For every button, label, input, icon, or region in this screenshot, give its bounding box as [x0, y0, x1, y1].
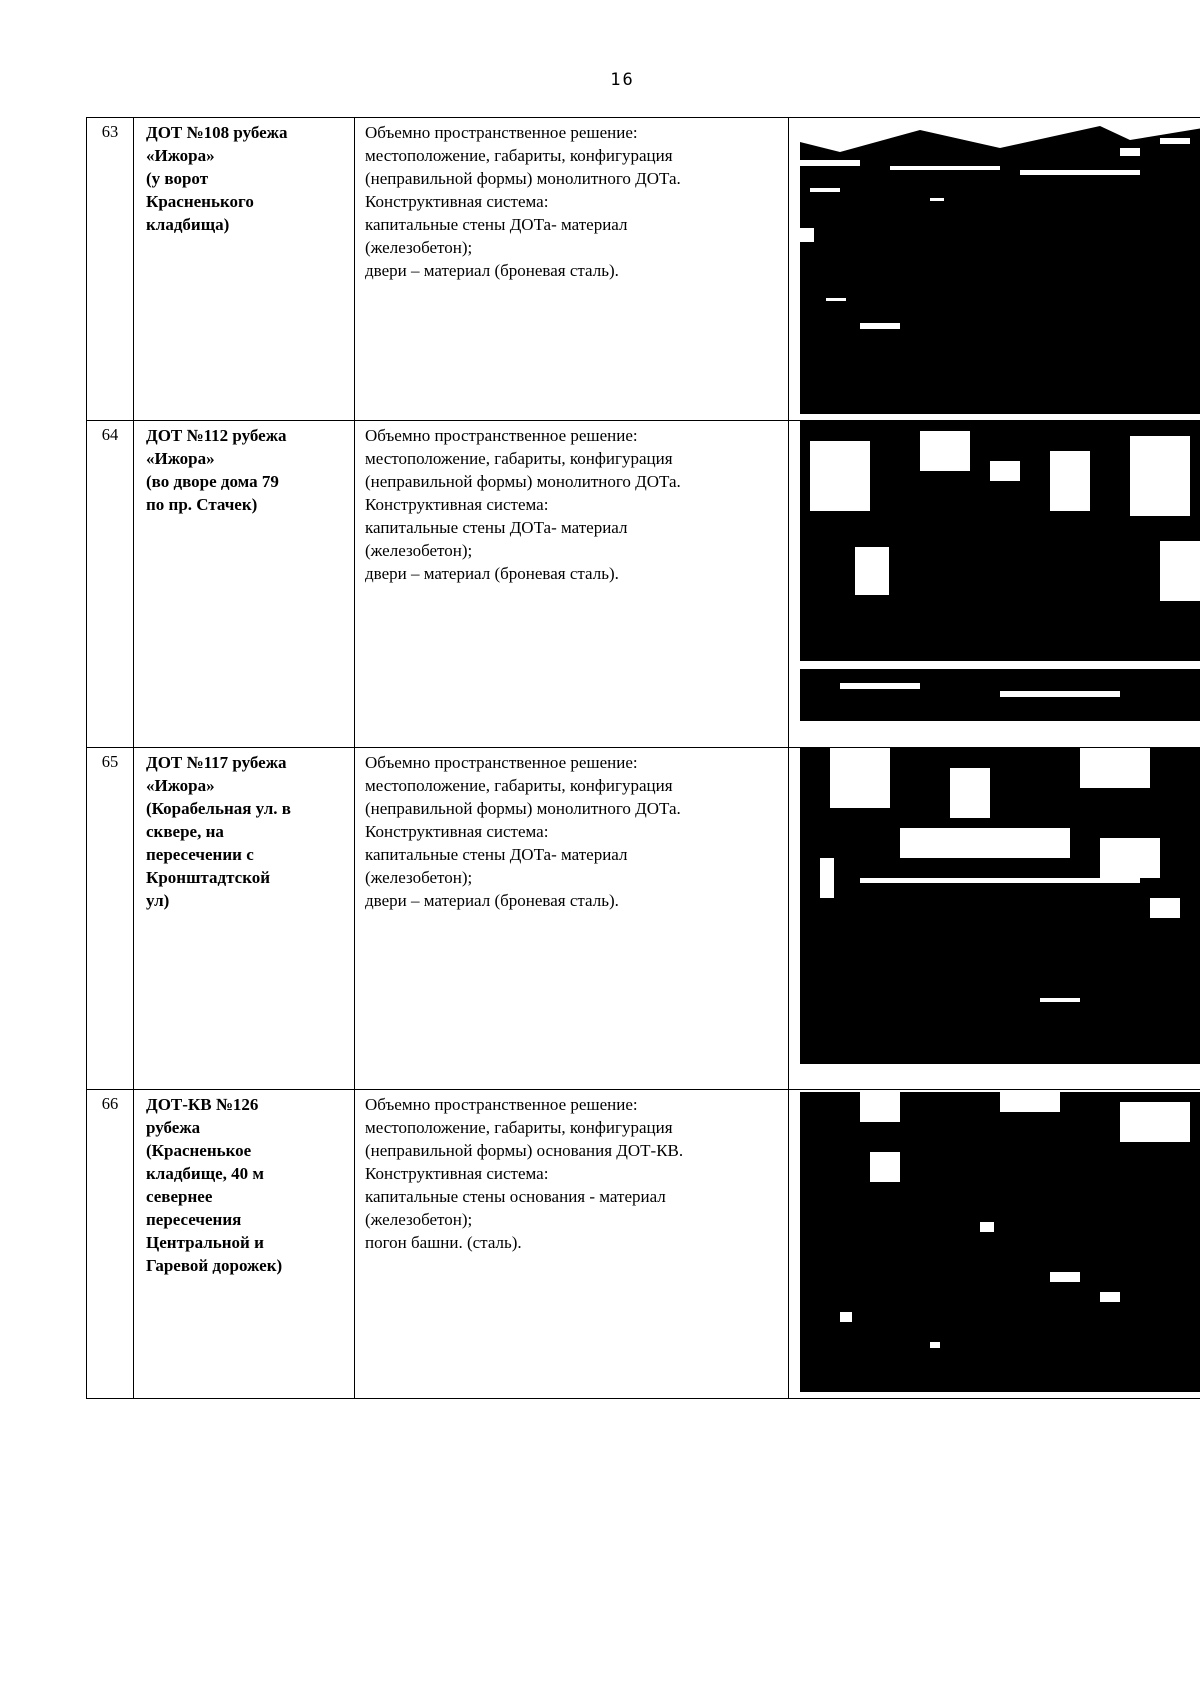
description-line: капитальные стены ДОТа- материал	[365, 215, 628, 234]
description-line: Объемно пространственное решение:	[365, 753, 638, 772]
object-description	[355, 748, 789, 1090]
object-name-line: Кронштадтской	[146, 868, 271, 887]
description-line: Объемно пространственное решение:	[365, 1095, 638, 1114]
description-line: (железобетон);	[365, 238, 473, 257]
object-name-line: севернее	[146, 1187, 213, 1206]
object-name	[134, 421, 355, 748]
description-line: местоположение, габариты, конфигурация	[365, 776, 673, 795]
object-name-line: ДОТ №112 рубежа	[146, 426, 287, 445]
object-name-line: ДОТ №108 рубежа	[146, 123, 288, 142]
description-line: Конструктивная система:	[365, 1164, 549, 1183]
object-name	[134, 118, 355, 421]
description-line: Конструктивная система:	[365, 192, 549, 211]
description-line: местоположение, габариты, конфигурация	[365, 146, 673, 165]
object-name-line: «Ижора»	[146, 449, 215, 468]
description-line: местоположение, габариты, конфигурация	[365, 449, 673, 468]
description-line: (железобетон);	[365, 1210, 473, 1229]
row-number: 64	[87, 421, 134, 748]
description-line: местоположение, габариты, конфигурация	[365, 1118, 673, 1137]
description-line: двери – материал (броневая сталь).	[365, 261, 619, 280]
photo-cell	[789, 118, 1200, 421]
description-line: (неправильной формы) монолитного ДОТа.	[365, 169, 681, 188]
object-name-line: Красненького	[146, 192, 254, 211]
object-name-line: сквере, на	[146, 822, 224, 841]
description-line: Объемно пространственное решение:	[365, 123, 638, 142]
object-description	[355, 118, 789, 421]
page-number: 16	[610, 70, 635, 90]
description-line: капитальные стены ДОТа- материал	[365, 518, 628, 537]
description-line: Конструктивная система:	[365, 495, 549, 514]
description-line: двери – материал (броневая сталь).	[365, 891, 619, 910]
object-photo	[800, 1092, 1200, 1392]
object-photo	[800, 118, 1200, 414]
object-name-line: Центральной и	[146, 1233, 264, 1252]
row-number: 66	[87, 1090, 134, 1399]
object-name-line: (Корабельная ул. в	[146, 799, 291, 818]
object-photo	[800, 421, 1200, 721]
object-description	[355, 421, 789, 748]
object-name-line: ДОТ №117 рубежа	[146, 753, 287, 772]
table-row	[87, 118, 1200, 421]
description-line: капитальные стены основания - материал	[365, 1187, 666, 1206]
object-name-line: кладбище, 40 м	[146, 1164, 264, 1183]
photo-cell	[789, 421, 1200, 748]
photo-cell	[789, 748, 1200, 1090]
description-line: (неправильной формы) основания ДОТ-КВ.	[365, 1141, 684, 1160]
object-name-line: (во дворе дома 79	[146, 472, 279, 491]
object-photo	[800, 748, 1200, 1064]
description-line: Конструктивная система:	[365, 822, 549, 841]
object-name-line: «Ижора»	[146, 776, 215, 795]
description-line: (железобетон);	[365, 541, 473, 560]
row-number: 63	[87, 118, 134, 421]
description-line: (неправильной формы) монолитного ДОТа.	[365, 799, 681, 818]
table-row	[87, 748, 1200, 1090]
object-name	[134, 1090, 355, 1399]
object-name-line: Гаревой дорожек)	[146, 1256, 283, 1275]
description-line: Объемно пространственное решение:	[365, 426, 638, 445]
table-row	[87, 1090, 1200, 1399]
object-name-line: (Красненькое	[146, 1141, 252, 1160]
object-name-line: пересечении с	[146, 845, 254, 864]
object-name-line: рубежа	[146, 1118, 201, 1137]
object-name-line: ул)	[146, 891, 170, 910]
description-line: капитальные стены ДОТа- материал	[365, 845, 628, 864]
row-number: 65	[87, 748, 134, 1090]
object-name-line: «Ижора»	[146, 146, 215, 165]
object-description	[355, 1090, 789, 1399]
object-name	[134, 748, 355, 1090]
objects-table	[86, 117, 1200, 1399]
description-line: (железобетон);	[365, 868, 473, 887]
object-name-line: (у ворот	[146, 169, 209, 188]
description-line: погон башни. (сталь).	[365, 1233, 522, 1252]
table-row	[87, 421, 1200, 748]
object-name-line: по пр. Стачек)	[146, 495, 258, 514]
object-name-line: кладбища)	[146, 215, 230, 234]
description-line: двери – материал (броневая сталь).	[365, 564, 619, 583]
photo-cell	[789, 1090, 1200, 1399]
object-name-line: ДОТ-КВ №126	[146, 1095, 259, 1114]
description-line: (неправильной формы) монолитного ДОТа.	[365, 472, 681, 491]
object-name-line: пересечения	[146, 1210, 242, 1229]
